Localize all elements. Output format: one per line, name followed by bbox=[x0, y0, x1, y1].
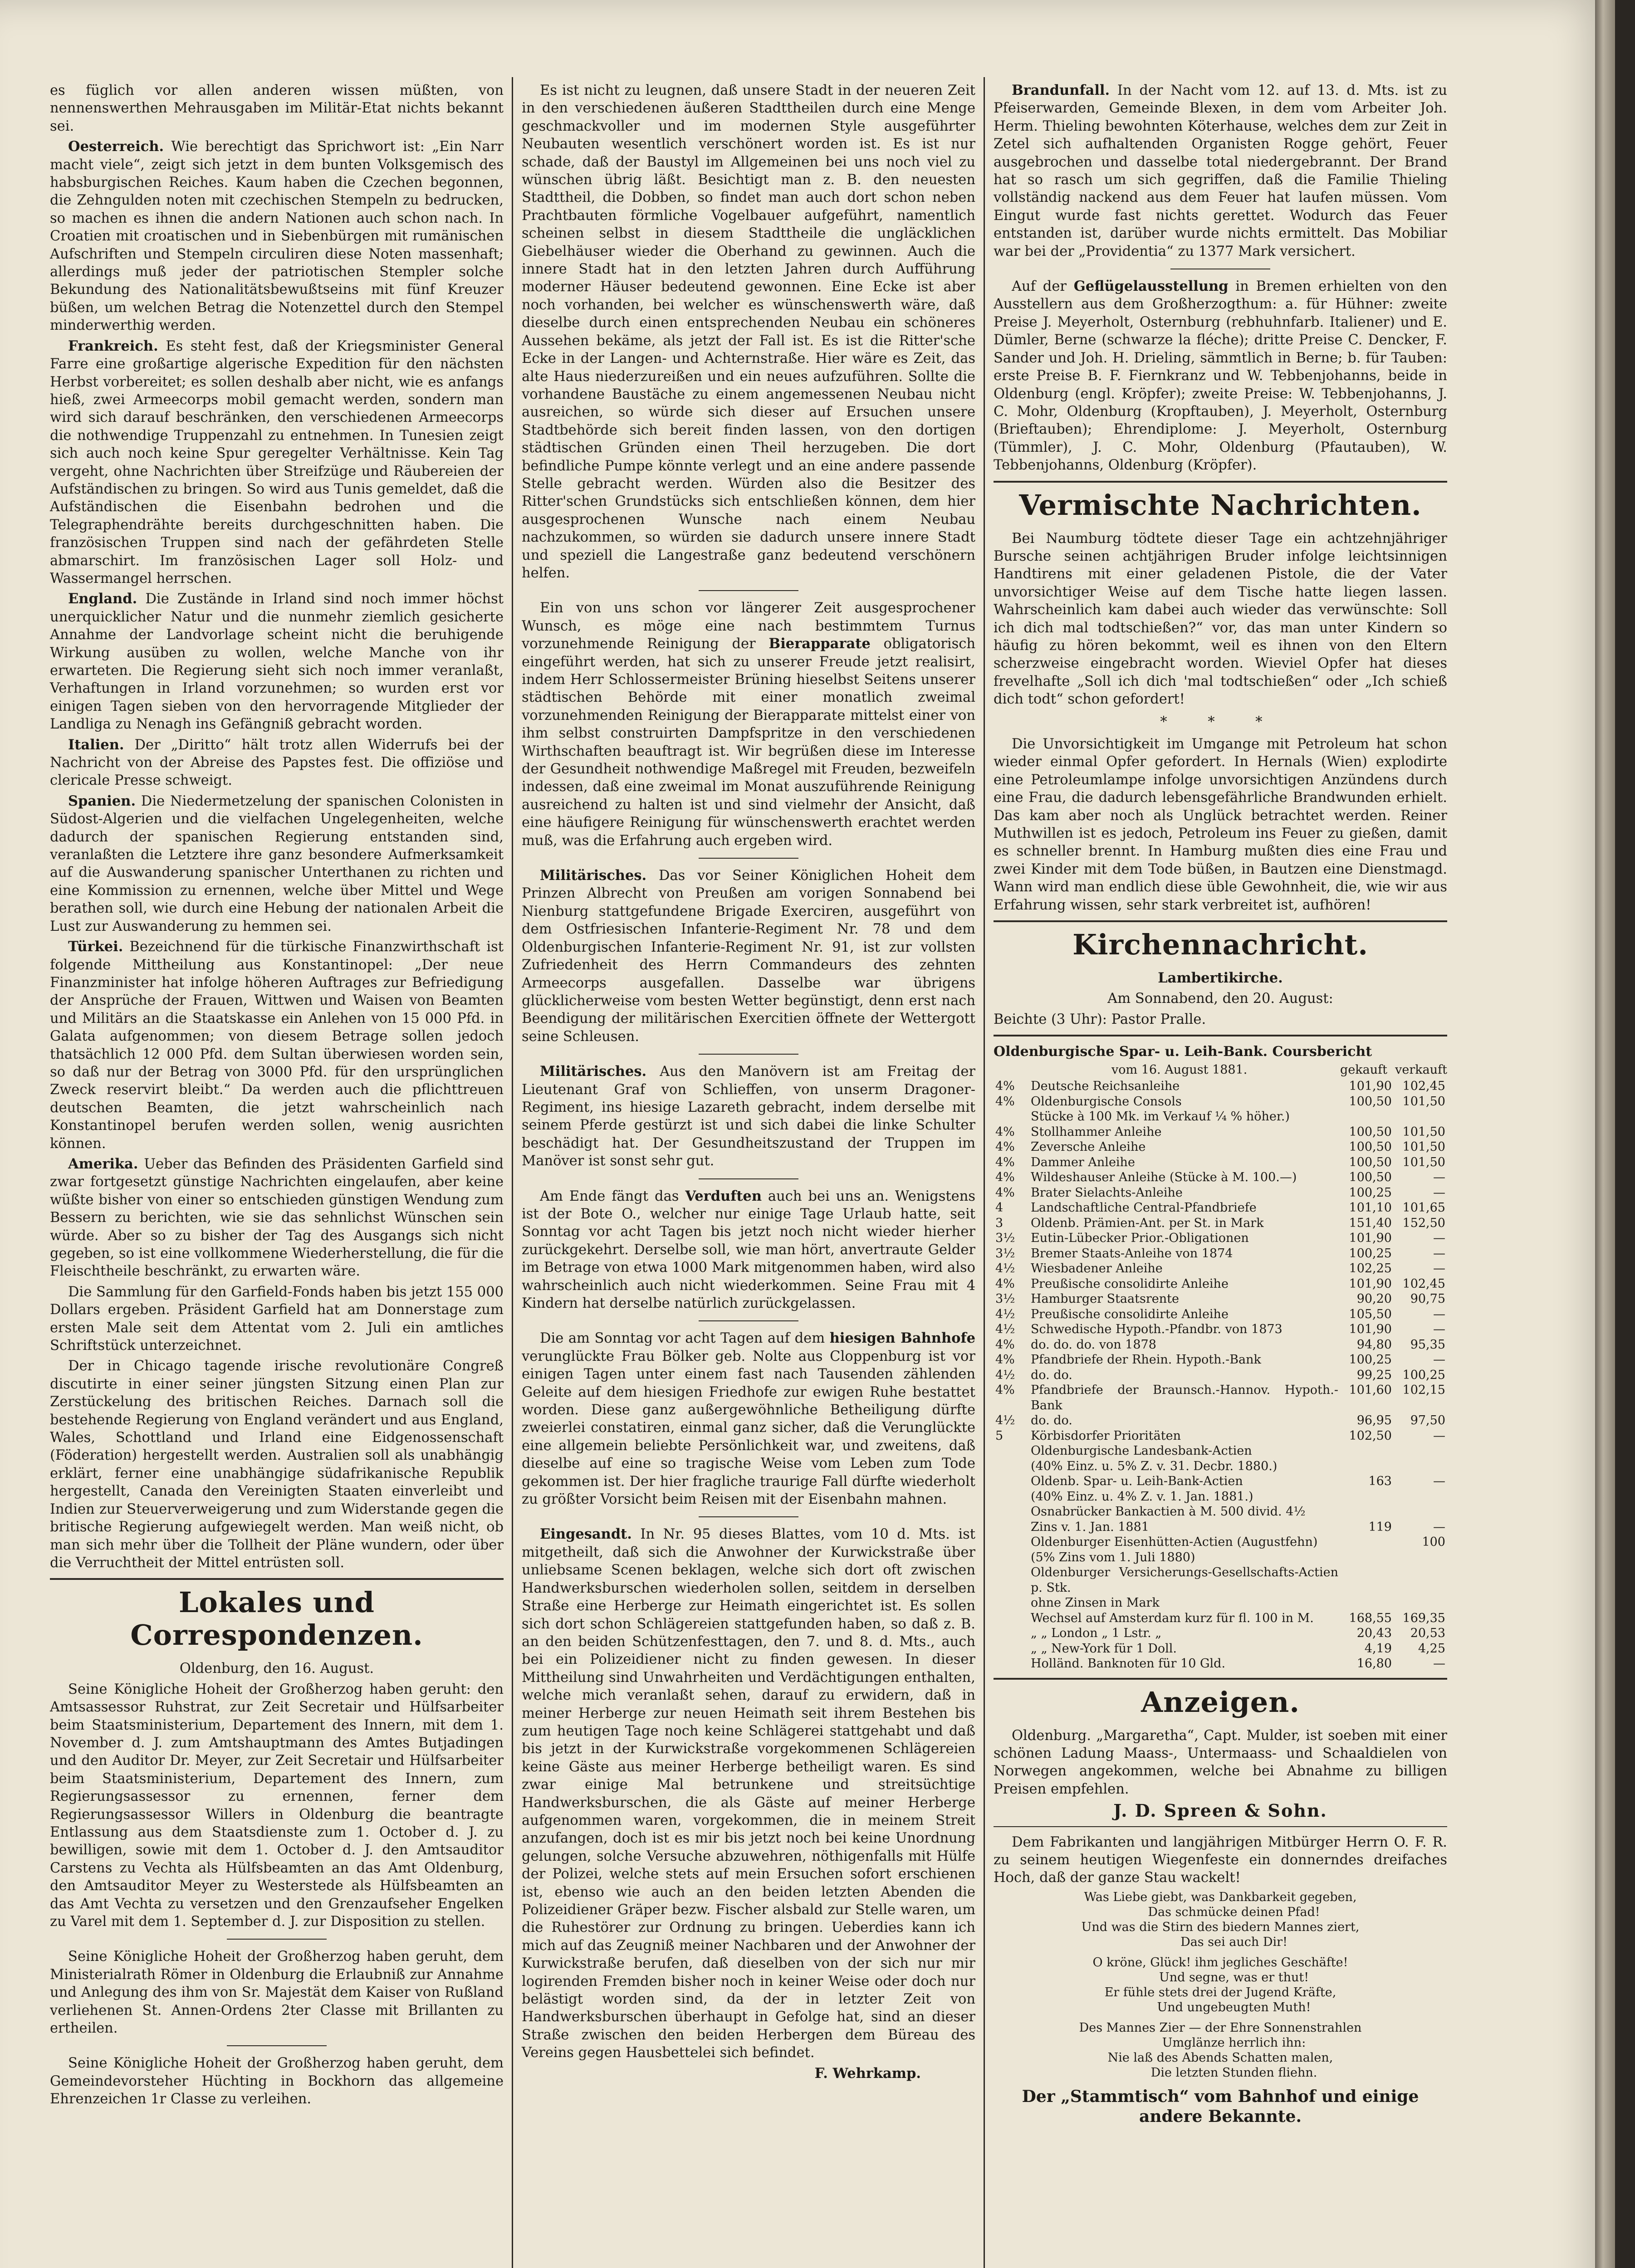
paragraph: Seine Königliche Hoheit der Großherzog haben geruht: den Amtsassessor Ruhstrat, zur Zeit Secretair und Hülfsarbeiter beim Staatsministerium, Departement des Innern, mit dem 1. November d. J. zum Amtshauptmann des Amtes Butjadingen und den Auditor Dr. Meyer, zur Zeit Secretair und Hülfsarbeiter beim Staatsministerium, Departement des Innern, zum Regierungsassessor zu ernennen, ferner dem Regierungsassessor Willers in Oldenburg die beantragte Entlassung aus dem Staatsdienste zum 1. October d. J. zu bewilligen, sowie mit dem 1. October d. J. den Amtsauditor Carstens zu Vechta als Hülfsbeamten an das Amt Oldenburg, den Amtsauditor Meyer zu Westerstede als Hülfsbeamten an das Amt Vechta zu versetzen und den Grenzaufseher Engelken zu Varel mit dem 1. September d. J. zur Disposition zu stellen. bbox=[50, 1681, 504, 1930]
table-row bbox=[994, 1200, 1447, 1216]
table-cell: Oldenb. Spar- u. Leih-Bank-Actien bbox=[1031, 1474, 1243, 1489]
table-cell: — bbox=[1433, 1353, 1445, 1367]
table-cell: Holländ. Banknoten für 10 Gld. bbox=[1031, 1657, 1226, 1671]
table-cell: 90,75 bbox=[1410, 1292, 1445, 1306]
table-cell: 152,50 bbox=[1402, 1216, 1445, 1230]
table-cell: 4 bbox=[995, 1201, 1004, 1215]
paragraph: Die Unvorsichtigkeit im Umgange mit Petroleum hat schon wieder einmal Opfer gefordert. In Hernals (Wien) explodirte eine Petroleumlampe infolge unvorsichtigen Anzündens durch eine Frau, die dadurch lebensgefährliche Brandwunden erhielt. Das kam aber noch als Unglück betrachtet werden. Reiner Muthwillen ist es jedoch, Petroleum ins Feuer zu gießen, damit es schneller brennt. In Hamburg mußten dies eine Frau und zwei Kinder mit dem Tode büßen, in Bautzen eine Dienstmagd. Wann wird man endlich diese üble Gewohnheit, die, wie wir aus Erfahrung wissen, sehr stark verbreitet ist, aufhören! bbox=[994, 736, 1447, 913]
table-cell: 3 bbox=[995, 1216, 1004, 1230]
table-row bbox=[994, 1276, 1447, 1292]
advertisement-timber: Oldenburg. „Margaretha“, Capt. Mulder, ist soeben mit einer schönen Ladung Maass-, Untermaass- und Schaaldielen von Norwegen angekommen, welche bei Abnahme zu billigen Preisen empfehlen. bbox=[994, 1727, 1447, 1797]
table-cell: 4½ bbox=[995, 1413, 1015, 1428]
table-row bbox=[994, 1626, 1447, 1641]
table-cell: — bbox=[1433, 1231, 1445, 1246]
table-cell: do. do. do. von 1878 bbox=[1031, 1337, 1156, 1352]
table-row bbox=[994, 1155, 1447, 1170]
exchange-report-subhead: vom 16. August 1881. gekauft verkauft bbox=[1111, 1062, 1447, 1077]
table-row bbox=[994, 1079, 1447, 1094]
table-cell: 101,65 bbox=[1402, 1201, 1445, 1215]
table-cell: — bbox=[1433, 1246, 1445, 1261]
table-cell: 100,25 bbox=[1349, 1185, 1392, 1200]
table-cell bbox=[994, 1550, 1029, 1565]
table-cell: do. do. bbox=[1031, 1368, 1072, 1382]
table-row bbox=[994, 1291, 1447, 1307]
table-cell: 4,19 bbox=[1364, 1641, 1392, 1656]
table-cell bbox=[994, 1641, 1029, 1657]
table-cell: Oldenburgische Consols bbox=[1031, 1094, 1182, 1109]
section-heading: Kirchennachricht. bbox=[1072, 928, 1368, 962]
table-cell: — bbox=[1433, 1185, 1445, 1200]
table-cell: Stücke à 100 Mk. im Verkauf ¼ % höher.) bbox=[1031, 1110, 1290, 1124]
table-cell: Pfandbriefe der Rhein. Hypoth.-Bank bbox=[1031, 1353, 1261, 1367]
table-cell: Landschaftliche Central-Pfandbriefe bbox=[1031, 1201, 1257, 1215]
table-row bbox=[994, 1459, 1447, 1474]
advertisement-sender: Der „Stammtisch“ vom Bahnhof und einige andere Bekannte. bbox=[1022, 2087, 1419, 2126]
paragraph: Bei Naumburg tödtete dieser Tage ein achtzehnjähriger Bursche seinen achtjährigen Bruder infolge leichtsinnigen Handtirens mit einer geladenen Pistole, die der Vater unvorsichtiger Weise auf dem Tische hatte liegen lassen. Wahrscheinlich kam dabei auch wieder das verwünschte: Soll ich dich mal todtschießen?“ vor, das man unter Kindern so häufig zu hören bekommt, weil es ihnen von den Eltern scherzweise eingebracht worden. Wieviel Opfer hat dieses frevelhafte „Soll ich dich 'mal todtschießen“ oder „Ich schieß dich todt“ schon gefordert! bbox=[994, 530, 1447, 708]
table-cell bbox=[994, 1443, 1029, 1459]
table-row bbox=[994, 1565, 1447, 1595]
divider bbox=[699, 590, 798, 591]
table-cell: 100,50 bbox=[1349, 1170, 1392, 1185]
table-row bbox=[994, 1139, 1447, 1155]
table-cell bbox=[1340, 1489, 1394, 1505]
poem-line: Das sei auch Dir! bbox=[1180, 1935, 1287, 1949]
table-row bbox=[994, 1246, 1447, 1261]
church-service: Beichte (3 Uhr): Pastor Pralle. bbox=[994, 1011, 1206, 1027]
table-cell: — bbox=[1433, 1170, 1445, 1185]
table-cell: 4% bbox=[995, 1353, 1015, 1367]
table-cell: 95,35 bbox=[1410, 1337, 1445, 1352]
church-date: Am Sonnabend, den 20. August: bbox=[1107, 991, 1333, 1007]
table-cell: Dammer Anleihe bbox=[1031, 1155, 1135, 1169]
table-cell: — bbox=[1433, 1307, 1445, 1321]
table-cell bbox=[1340, 1443, 1394, 1459]
table-cell: Oldenburger Eisenhütten-Actien (Augustfehn) bbox=[1031, 1535, 1318, 1549]
table-cell: 101,10 bbox=[1349, 1201, 1392, 1215]
news-military-1: Militärisches. Das vor Seiner Königlichen Hoheit dem Prinzen Albrecht von Preußen am vorigen Sonnabend bei Nienburg stattgefundene Brigade Exerciren, ausgeführt von dem Ostfriesischen Infanterie-Regiment Nr. 78 und dem Oldenburgischen Infanterie-Regiment Nr. 91, ist zur vollsten Zufriedenheit des Herrn Commandeurs des zehnten Armeecorps ausgefallen. Dasselbe war übrigens glücklicherweise vom besten Wetter begünstigt, denn erst nach Beendigung der militärischen Exercitien öffnete der Wettergott seine Schleusen. bbox=[522, 867, 976, 1045]
news-italy: Italien. Der „Diritto“ hält trotz allen Widerrufs bei der Nachricht von der Abreise des Papstes fest. Die offiziöse und clericale Presse schweigt. bbox=[50, 736, 504, 789]
table-cell: 4½ bbox=[995, 1322, 1015, 1337]
table-cell: Wechsel auf Amsterdam kurz für fl. 100 in M. bbox=[1031, 1611, 1314, 1625]
divider bbox=[994, 1826, 1447, 1827]
divider bbox=[227, 1939, 327, 1940]
table-row bbox=[994, 1641, 1447, 1657]
table-cell: 102,25 bbox=[1349, 1261, 1392, 1276]
table-cell: 3½ bbox=[995, 1231, 1015, 1246]
news-military-2: Militärisches. Aus den Manövern ist am Freitag der Lieutenant Graf von Schlieffen, von unserm Dragoner-Regiment, ins hiesige Lazareth gebracht, indem derselbe mit seinem Pferde gestürzt ist und sich dabei die linke Schulter beschädigt hat. Der Gesundheitszustand der Truppen im Manöver ist sonst sehr gut. bbox=[522, 1063, 975, 1169]
table-cell: 101,90 bbox=[1349, 1231, 1392, 1246]
table-row bbox=[994, 1535, 1447, 1550]
table-cell bbox=[994, 1520, 1029, 1535]
news-poultry-show: Auf der Geflügelausstellung in Bremen erhielten von den Ausstellern aus dem Großherzogthum: a. für Hühner: zweite Preise J. Meyerholt, Osternburg (rebhuhnfarb. Italiener) und E. Dümler, Berne (schwarze la fléche); dritte Preise C. Dencker, F. Sander und Joh. H. Drieling, sämmtlich in Berne; b. für Tauben: erste Preise B. F. Fiernkranz und W. Tebbenjohanns, beide in Oldenburg (engl. Kröpfer); zweite Preise: W. Tebbenjohanns, J. C. Mohr, Oldenburg (Kropftauben), J. Meyerholt, Osternburg (Brieftauben); Ehrendiplome: J. Meyerholt, Osternburg (Tümmler), J. C. Mohr, Oldenburg (Pfautauben), W. Tebbenjohanns, Oldenburg (Kröpfer). bbox=[994, 278, 1448, 474]
news-france: Frankreich. Es steht fest, daß der Kriegsminister General Farre eine großartige algerische Expedition für den nächsten Herbst vorbereitet; es sollen deshalb aber nicht, wie es anfangs hieß, zwei Armeecorps mobil gemacht werden, sondern man wird sich darauf beschränken, den verschiedenen Armeecorps die nothwendige Truppenzahl zu entnehmen. In Tunesien zeigt sich auch noch keine Spur geregelter Verhältnisse. Kein Tag vergeht, ohne Nachrichten über Streifzüge und Räubereien der Aufständischen zu bringen. So wird aus Tunis gemeldet, daß die Aufständischen die Eisenbahn bedrohen und die Telegraphendrähte bereits durchgeschnitten haben. Die französischen Truppen sind nach der gefährdeten Stelle abmarschirt. Im französischen Lager soll Holz- und Wassermangel herrschen. bbox=[50, 337, 504, 587]
table-cell: 97,50 bbox=[1410, 1413, 1445, 1428]
table-cell: 102,45 bbox=[1402, 1079, 1445, 1094]
table-row bbox=[994, 1656, 1447, 1672]
table-cell: 4% bbox=[995, 1276, 1015, 1291]
table-cell: 100,50 bbox=[1349, 1155, 1392, 1169]
table-cell bbox=[1340, 1504, 1394, 1520]
table-cell: 4,25 bbox=[1418, 1641, 1445, 1656]
table-cell bbox=[1394, 1504, 1447, 1520]
table-cell: — bbox=[1433, 1520, 1445, 1534]
poem-line: Er fühle stets drei der Jugend Kräfte, bbox=[1104, 1985, 1336, 1999]
table-cell: 102,45 bbox=[1402, 1276, 1445, 1291]
table-cell: 94,80 bbox=[1356, 1337, 1392, 1352]
table-row bbox=[994, 1124, 1447, 1140]
poem-line: Nie laß des Abends Schatten malen, bbox=[1107, 2050, 1333, 2065]
table-cell: — bbox=[1433, 1474, 1445, 1489]
advertiser-name: J. D. Spreen & Sohn. bbox=[1113, 1800, 1327, 1821]
table-cell: Zins v. 1. Jan. 1881 bbox=[1031, 1520, 1149, 1534]
table-cell bbox=[1340, 1109, 1394, 1124]
table-row bbox=[994, 1368, 1447, 1383]
asterism: * * * bbox=[1160, 714, 1281, 730]
table-cell bbox=[1394, 1565, 1447, 1595]
table-cell bbox=[1340, 1459, 1394, 1474]
table-cell: 4½ bbox=[995, 1307, 1015, 1321]
table-row bbox=[994, 1550, 1447, 1565]
table-cell bbox=[1340, 1550, 1394, 1565]
table-cell: 4% bbox=[995, 1383, 1015, 1398]
table-row bbox=[994, 1595, 1447, 1611]
table-cell: Wiesbadener Anleihe bbox=[1031, 1261, 1163, 1276]
table-cell: 101,50 bbox=[1402, 1140, 1445, 1154]
table-row bbox=[994, 1443, 1447, 1459]
letter-to-editor: Eingesandt. In Nr. 95 dieses Blattes, vom 10 d. Mts. ist mitgetheilt, daß sich die Anwohner der Kurwickstraße über unliebsame Scenen beklagen, welche sich dort oft zwischen Handwerksburschen wiederholen sollen, seitdem in derselben Straße eine Herberge zur Heimath eingerichtet ist. Es sollen sich dort schon Schlägereien stattgefunden haben, so daß z. B. an den beiden Schützenfesttagen, den 7. und 8. d. Mts., auch bei ein Polizeidiener nicht zu finden gewesen. In dieser Mittheilung sind Unwahrheiten und Verdächtigungen enthalten, welche mich veranlaßt sehen, darauf zu erwidern, daß in meiner Herberge zur neuen Heimath seit ihrem Bestehen bis zum heutigen Tage noch keine Schlägerei stattgehabt und daß bis jetzt in der Kurwickstraße vorgekommenen Schlägereien keine Gäste aus meiner Herberge betheiligt waren. Es sind zwar einige Mal betrunkene und streitsüchtige Handwerksburschen, die als Gäste auf meiner Herberge aufgenommen waren, vorgekommen, die in meinem Streit anzufangen, doch ist es mir bis jetzt noch bei keine Unordnung gelungen, solche Versuche abzuwehren, nöthigenfalls mit Hülfe der Polizei, welche stets auf mein Ersuchen sofort erschienen ist, ebenso wie auch an den beiden letzten Abenden die Polizeidiener Gräper bezw. Fischer alsbald zur Stelle waren, um die Ruhestörer zur Ordnung zu bringen. Ueberdies kann ich mich auf das Zeugniß meiner Nachbaren und der Anwohner der Kurwickstraße berufen, daß dieselben von der sich nur mir logirenden Fremden bisher noch in keiner Weise oder doch nur belästigt worden sind, da der in letzter Zeit von Handwerksburschen überhaupt in Gefolge hat, sind an dieser Straße zwischen den beiden Herbergen dem Büreau des Vereins gegen Hausbettelei sich befindet. bbox=[522, 1526, 975, 2061]
table-row bbox=[994, 1337, 1447, 1353]
divider bbox=[699, 858, 798, 859]
table-cell: Schwedische Hypoth.-Pfandbr. von 1873 bbox=[1031, 1322, 1283, 1337]
table-cell: Zeversche Anleihe bbox=[1031, 1140, 1146, 1154]
table-cell: 102,50 bbox=[1349, 1428, 1392, 1443]
column-rule bbox=[512, 77, 513, 2268]
news-fire: Brandunfall. In der Nacht vom 12. auf 13. d. Mts. ist zu Pfeiserwarden, Gemeinde Blexen, in dem vom Arbeiter Joh. Herm. Thieling bewohnten Köterhause, welches dem zur Zeit in Zetel sich aufhaltenden Organisten Rogge gehört, Feuer ausgebrochen und dasselbe total niedergebrannt. Der Brand hat so rasch um sich gegriffen, daß die Familie Thieling vollständig nackend aus dem Feuer hat laufen müssen. Vom Eingut wurde fast nichts gerettet. Wodurch das Feuer entstanden ist, darüber wurde nichts ermittelt. Das Mobiliar war bei der „Providentia“ zu 1377 Mark versichert. bbox=[994, 82, 1448, 259]
poem-line: Das schmücke deinen Pfad! bbox=[1148, 1905, 1320, 1919]
table-cell bbox=[1394, 1550, 1447, 1565]
table-cell bbox=[994, 1109, 1029, 1124]
column-2 bbox=[522, 82, 975, 2085]
table-cell: „ „ New-York für 1 Doll. bbox=[1031, 1641, 1177, 1656]
table-cell: 100 bbox=[1422, 1535, 1445, 1549]
divider bbox=[227, 2045, 327, 2046]
table-cell bbox=[1394, 1489, 1447, 1505]
table-cell bbox=[1394, 1109, 1447, 1124]
table-cell: Preußische consolidirte Anleihe bbox=[1031, 1307, 1229, 1321]
news-absconding: Am Ende fängt das Verduften auch bei uns an. Wenigstens ist der Bote O., welcher nur einige Tage Urlaub hatte, seit Sonntag vor acht Tagen bis jetzt noch nicht wieder hierher zurückgekehrt. Derselbe soll, wie man hört, anvertraute Gelder im Betrage von etwa 1000 Mark mitgenommen haben, wird also wahrscheinlich auch nicht wiederkommen. Seine Frau mit 4 Kindern hat derselbe natürlich zurückgelassen. bbox=[522, 1188, 975, 1311]
table-row bbox=[994, 1185, 1447, 1201]
table-cell: 4% bbox=[995, 1155, 1015, 1169]
section-heading: Lokales und Correspondenzen. bbox=[130, 1586, 423, 1652]
table-cell: 168,55 bbox=[1349, 1611, 1392, 1625]
column-rule bbox=[984, 77, 985, 2268]
poem-line: Des Mannes Zier — der Ehre Sonnenstrahlen bbox=[1079, 2020, 1362, 2035]
church-name: Lambertikirche. bbox=[1158, 970, 1283, 987]
divider bbox=[699, 1516, 798, 1517]
table-cell: — bbox=[1433, 1428, 1445, 1443]
table-cell: 99,25 bbox=[1356, 1368, 1392, 1382]
section-rule bbox=[50, 1578, 504, 1580]
paragraph: es füglich vor allen anderen wissen müßten, von nennenswerthen Mehrausgaben im Militär-Etat nichts bekannt sei. bbox=[50, 83, 504, 134]
table-cell: 20,53 bbox=[1410, 1626, 1445, 1641]
divider bbox=[699, 1320, 798, 1321]
table-row bbox=[994, 1216, 1447, 1231]
table-cell: Oldenburger Versicherungs-Gesellschafts-Actien p. Stk. bbox=[1031, 1565, 1338, 1595]
poem-line: O kröne, Glück! ihm jegliches Geschäfte! bbox=[1092, 1955, 1348, 1970]
dateline: Oldenburg, den 16. August. bbox=[179, 1661, 374, 1677]
news-austria: Oesterreich. Wie berechtigt das Sprichwort ist: „Ein Narr macht viele“, zeigt sich jetzt in dem bunten Volksgemisch des habsburgischen Reiches. Kaum haben die Czechen begonnen, die Zehngulden noten mit czechischen Stempeln zu bedrucken, so machen es ihnen die andern Nationen auch schon nach. In Croatien mit croatischen und in Siebenbürgen mit rumänischen Aufschriften und Stempeln circuliren diese Noten massenhaft; allerdings muß jeder der patriotischen Stempler solche Bekundung des Nationalitätsbewußtseins mit fünf Kreuzer büßen, um welchen Betrag die Notenzettel durch den Stempel minderwerthig werden. bbox=[50, 138, 504, 334]
table-cell: 4% bbox=[995, 1337, 1015, 1352]
table-row bbox=[994, 1170, 1447, 1185]
table-cell: 90,20 bbox=[1356, 1292, 1392, 1306]
table-cell: 101,60 bbox=[1349, 1383, 1392, 1398]
table-cell: 163 bbox=[1368, 1474, 1392, 1489]
table-cell bbox=[1340, 1595, 1394, 1611]
table-cell bbox=[1394, 1459, 1447, 1474]
table-cell: — bbox=[1433, 1657, 1445, 1671]
table-cell: 4% bbox=[995, 1079, 1015, 1094]
table-cell: ohne Zinsen in Mark bbox=[1031, 1596, 1160, 1610]
table-row bbox=[994, 1489, 1447, 1505]
table-row bbox=[994, 1474, 1447, 1489]
page-edge bbox=[1595, 0, 1615, 2268]
table-row bbox=[994, 1504, 1447, 1520]
table-cell: Brater Sielachts-Anleihe bbox=[1031, 1185, 1183, 1200]
table-cell: 100,25 bbox=[1349, 1246, 1392, 1261]
divider bbox=[699, 1178, 798, 1179]
table-cell: 4% bbox=[995, 1094, 1015, 1109]
table-row bbox=[994, 1307, 1447, 1322]
table-row bbox=[994, 1261, 1447, 1276]
table-cell: (40% Einz. u. 4% Z. v. 1. Jan. 1881.) bbox=[1031, 1489, 1253, 1504]
column-3 bbox=[994, 82, 1447, 2126]
section-rule bbox=[994, 920, 1447, 922]
table-cell: 5 bbox=[995, 1428, 1004, 1443]
paragraph: Die Sammlung für den Garfield-Fonds haben bis jetzt 155 000 Dollars ergeben. Präsident Garfield hat am Donnerstage zum ersten Male seit dem Attentat vom 2. Juli ein amtliches Schriftstück unterzeichnet. bbox=[50, 1284, 504, 1354]
news-turkey: Türkei. Bezeichnend für die türkische Finanzwirthschaft ist folgende Mittheilung aus Konstantinopel: „Der neue Finanzminister hat infolge höheren Auftrages zur Befriedigung der Ansprüche der Frauen, Wittwen und Waisen von Beamten und Militärs an die Staatskasse ein Anlehen von 15 000 Pfd. in Galata aufgenommen; von diesem Betrage sollen jedoch thatsächlich 12 000 Pfd. dem Sultan überwiesen worden sein, so daß nur der Betrag von 3000 Pfd. für den ursprünglichen Zweck reservirt bleibt.“ Da werden auch die pflichttreuen deutschen Beamten, die jetzt wahrscheinlich nach Konstantinopel berufen werden sollen, wenig ausrichten können. bbox=[50, 938, 504, 1152]
table-row bbox=[994, 1611, 1447, 1626]
table-cell: 3½ bbox=[995, 1246, 1015, 1261]
table-cell: 101,90 bbox=[1349, 1079, 1392, 1094]
table-cell: do. do. bbox=[1031, 1413, 1072, 1428]
table-cell bbox=[1340, 1535, 1394, 1550]
table-cell: Hamburger Staatsrente bbox=[1031, 1292, 1179, 1306]
table-cell: Oldenb. Prämien-Ant. per St. in Mark bbox=[1031, 1216, 1264, 1230]
table-cell: Eutin-Lübecker Prior.-Obligationen bbox=[1031, 1231, 1249, 1246]
table-cell bbox=[994, 1474, 1029, 1489]
poem-line: Und segne, was er thut! bbox=[1159, 1970, 1309, 1984]
table-cell: 16,80 bbox=[1356, 1657, 1392, 1671]
divider bbox=[699, 1054, 798, 1055]
table-row bbox=[994, 1352, 1447, 1368]
table-cell: 102,15 bbox=[1402, 1383, 1445, 1398]
table-cell: 4% bbox=[995, 1124, 1015, 1139]
table-cell: (5% Zins vom 1. Juli 1880) bbox=[1031, 1550, 1195, 1564]
table-cell: 105,50 bbox=[1349, 1307, 1392, 1321]
paragraph: Es ist nicht zu leugnen, daß unsere Stadt in der neueren Zeit in den verschiedenen äußeren Stadttheilen durch eine Menge geschmackvoller und im modernen Style ausgeführter Neubauten wesentlich verschönert worden ist. Es ist nur schade, daß der Baustyl im Allgemeinen bei uns noch viel zu wünschen übrig läßt. Besichtigt man z. B. den neuesten Stadttheil, die Dobben, so findet man auch dort schon neben Prachtbauten förmliche Vogelbauer aufgeführt, namentlich scheinen selbst in diesem Stadttheile die ungläcklichen Giebelhäuser wieder die Oberhand zu gewinnen. Auch die innere Stadt hat in den letzten Jahren durch Aufführung moderner Häuser bedeutend gewonnen. Eine Ecke ist aber noch vorhanden, bei welcher es wünschenswerth wäre, daß dieselbe durch einen entsprechenden Neubau ein schöneres Aussehen bekäme, als jetzt der Fall ist. Es ist die Ritter'sche Ecke in der Langen- und Achternstraße. Hier wäre es Zeit, das alte Haus niederzureißen und ein neues aufzuführen. Sollte die vorhandene Baustäche zu einem angemessenen Neubau nicht ausreichen, so würde sich dieser auf Ersuchen unsere Stadtbehörde sich bereit finden lassen, von den dortigen städtischen Gründen einen Theil herzugeben. Die dort befindliche Pumpe könnte verlegt und an eine andere passende Stelle gebracht werden. Würden also die Besitzer des Ritter'schen Grundstücks sich entschließen können, dem hier ausgesprochenen Wunsche nach einem Neubau nachzukommen, so würden sie dadurch unsere innere Stadt und speziell die Langestraße ganz bedeutend verschönern helfen. bbox=[522, 83, 975, 581]
table-cell: Oldenburgische Landesbank-Actien bbox=[1031, 1444, 1252, 1458]
table-cell bbox=[994, 1595, 1029, 1611]
table-cell: 100,50 bbox=[1349, 1124, 1392, 1139]
poem-line: Umglänze herrlich ihn: bbox=[1162, 2035, 1306, 2050]
section-rule bbox=[994, 1035, 1447, 1036]
paragraph: Der in Chicago tagende irische revolutionäre Congreß discutirte in einer seiner jüngsten Sitzung einen Plan zur Zerstückelung des britischen Reiches. Darnach soll die bestehende Regierung von England verändert und aus England, Wales, Schottland und Irland eine Eidgenossenschaft (Föderation) hergestellt werden. Australien soll als unabhängig erklärt, ferner eine unabhängige südafrikanische Republik hergestellt, Canada den Vereinigten Staaten einverleibt und Indien zur Steuerverweigerung und zum Widerstande gegen die britische Regierung aufgewiegelt werden. Man weiß nicht, ob man sich mehr über die Tollheit der Pläne wundern, oder über die Verruchtheit der Mittel entrüsten soll. bbox=[50, 1358, 504, 1571]
paragraph: Seine Königliche Hoheit der Großherzog haben geruht, dem Gemeindevorsteher Hüchting in Bockhorn das allgemeine Ehrenzeichen 1r Classe zu verleihen. bbox=[50, 2055, 504, 2107]
poem-line: Und ungebeugten Muth! bbox=[1157, 2000, 1311, 2014]
poem-line: Die letzten Stunden fliehn. bbox=[1150, 2065, 1317, 2080]
birthday-poem bbox=[994, 1890, 1447, 2080]
news-spain: Spanien. Die Niedermetzelung der spanischen Colonisten in Südost-Algerien und die vielfachen Ungelegenheiten, welche dadurch der spanischen Regierung entstanden sind, veranlaßten die Letztere ihre ganz besondere Aufmerksamkeit auf die Auswanderung spanischer Unterthanen zu richten und eine Kommission zu ernennen, welche über Mittel und Wege berathen soll, wie durch eine Hebung der nationalen Arbeit die Lust zur Auswanderung zu hemmen sei. bbox=[50, 792, 504, 934]
table-cell bbox=[994, 1535, 1029, 1550]
table-row bbox=[994, 1322, 1447, 1337]
table-cell: (40% Einz. u. 5% Z. v. 31. Decbr. 1880.) bbox=[1031, 1459, 1278, 1473]
news-america: Amerika. Ueber das Befinden des Präsidenten Garfield sind zwar fortgesetzt günstige Nachrichten eingelaufen, aber keine wüßte bisher von einer so entschieden günstigen Wendung zum Bessern zu berichten, wie sie das sehnlichst Wünschen sein würde. Aber so zu bisher der Tag des Ausgangs sich nicht gegeben, so ist eine vollkommene Wiederherstellung, die für die Fleischtheile beschränkt, zu erwarten wäre. bbox=[50, 1155, 504, 1280]
table-cell: 4% bbox=[995, 1140, 1015, 1154]
table-cell bbox=[994, 1626, 1029, 1641]
table-cell: 169,35 bbox=[1402, 1611, 1445, 1625]
poem-line: Und was die Stirn des biedern Mannes ziert, bbox=[1081, 1920, 1360, 1934]
table-row bbox=[994, 1413, 1447, 1428]
table-row bbox=[994, 1109, 1447, 1124]
advertisement-birthday: Dem Fabrikanten und langjährigen Mitbürger Herrn O. F. R. zu seinem heutigen Wiegenfeste ein donnerndes dreifaches Hoch, daß der ganze Stau wackelt! bbox=[994, 1834, 1447, 1886]
table-cell: 101,90 bbox=[1349, 1322, 1392, 1337]
table-cell: Wildeshauser Anleihe (Stücke à M. 100.—) bbox=[1031, 1170, 1297, 1185]
table-cell: Bremer Staats-Anleihe von 1874 bbox=[1031, 1246, 1233, 1261]
table-cell: Stollhammer Anleihe bbox=[1031, 1124, 1162, 1139]
table-cell: 100,25 bbox=[1402, 1368, 1445, 1382]
table-cell: Preußische consolidirte Anleihe bbox=[1031, 1276, 1229, 1291]
table-cell: 3½ bbox=[995, 1292, 1015, 1306]
table-cell: 151,40 bbox=[1349, 1216, 1392, 1230]
table-row bbox=[994, 1231, 1447, 1246]
table-cell bbox=[994, 1656, 1029, 1672]
table-cell bbox=[994, 1611, 1029, 1626]
table-cell: 101,50 bbox=[1402, 1124, 1445, 1139]
section-rule bbox=[994, 481, 1447, 483]
news-railway-accident: Die am Sonntag vor acht Tagen auf dem hiesigen Bahnhofe verunglückte Frau Bölker geb. Nolte aus Cloppenburg ist vor einigen Tagen unter einem fast nach Tausenden zählenden Geleite auf dem hiesigen Friedhofe zur ewigen Ruhe bestattet worden. Diese ganz außergewöhnliche Betheiligung dürfte zweierlei constatiren, einmal ganz sicher, daß die Verunglückte eine allgemein beliebte Persönlichkeit war, und zweitens, daß dieselbe auf eine so tragische Weise vom Leben zum Tode gekommen ist. Der hier fragliche traurige Fall dürfte wiederholt zu größter Vorsicht beim Reisen mit der Eisenbahn mahnen. bbox=[522, 1330, 975, 1508]
table-row bbox=[994, 1094, 1447, 1110]
table-cell bbox=[1394, 1443, 1447, 1459]
table-cell: „ „ London „ 1 Lstr. „ bbox=[1031, 1626, 1162, 1641]
table-cell: 4½ bbox=[995, 1368, 1015, 1382]
table-cell: 100,50 bbox=[1349, 1140, 1392, 1154]
news-beer-apparatus: Ein von uns schon vor längerer Zeit ausgesprochener Wunsch, es möge eine nach bestimmtem Turnus vorzunehmende Reinigung der Bierapparate obligatorisch eingeführt werden, hat sich zu unserer Freude jetzt realisirt, indem Herr Schlossermeister Brüning hieselbst Seitens unserer städtischen Behörde mit einer monatlich zweimal vorzunehmenden Reinigung der Bierapparate mittelst einer von ihm selbst construirten Dampfspritze in den verschiedenen Wirthschaften beauftragt ist. Wir begrüßen diese im Interesse der Gesundheit nothwendige Maßregel mit Freuden, bezweifeln indessen, daß eine zweimal im Monat auszuführende Reinigung ausreichend zu halten ist und sind vielmehr der Ansicht, daß eine häufigere Reinigung für wünschenswerth erachtet werden muß, was die Erfahrung auch ergeben wird. bbox=[522, 600, 975, 849]
table-cell bbox=[1394, 1595, 1447, 1611]
signature: F. Wehrkamp. bbox=[814, 2065, 921, 2082]
table-cell bbox=[994, 1489, 1029, 1505]
column-1 bbox=[50, 82, 504, 2111]
table-cell: Körbisdorfer Prioritäten bbox=[1031, 1428, 1181, 1443]
table-cell bbox=[994, 1565, 1029, 1595]
exchange-rate-table bbox=[994, 1079, 1447, 1672]
section-heading: Anzeigen. bbox=[1141, 1685, 1300, 1719]
table-cell: 101,50 bbox=[1402, 1094, 1445, 1109]
table-cell: — bbox=[1433, 1261, 1445, 1276]
table-cell: 101,50 bbox=[1402, 1155, 1445, 1169]
table-cell: 119 bbox=[1368, 1520, 1392, 1534]
table-cell: 96,95 bbox=[1356, 1413, 1392, 1428]
section-rule bbox=[994, 1678, 1447, 1680]
table-cell: Deutsche Reichsanleihe bbox=[1031, 1079, 1180, 1094]
table-cell: 100,25 bbox=[1349, 1353, 1392, 1367]
table-cell: 4½ bbox=[995, 1261, 1015, 1276]
table-cell bbox=[994, 1459, 1029, 1474]
table-cell bbox=[994, 1504, 1029, 1520]
section-heading: Vermischte Nachrichten. bbox=[1019, 488, 1422, 522]
exchange-report-title: Oldenburgische Spar- u. Leih-Bank. Coursbericht bbox=[994, 1044, 1372, 1060]
table-row bbox=[994, 1428, 1447, 1444]
table-row bbox=[994, 1520, 1447, 1535]
table-cell: 101,90 bbox=[1349, 1276, 1392, 1291]
table-cell: 100,50 bbox=[1349, 1094, 1392, 1109]
table-cell: Pfandbriefe der Braunsch.-Hannov. Hypoth.-Bank bbox=[1031, 1383, 1338, 1413]
table-cell bbox=[1340, 1565, 1394, 1595]
table-cell: 4% bbox=[995, 1170, 1015, 1185]
paragraph: Seine Königliche Hoheit der Großherzog haben geruht, dem Ministerialrath Römer in Oldenburg die Erlaubniß zur Annahme und Anlegung des ihm von Sr. Majestät dem Kaiser von Rußland verliehenen St. Annen-Ordens 2ter Classe mit Brillanten zu ertheilen. bbox=[50, 1949, 504, 2037]
table-cell: 20,43 bbox=[1356, 1626, 1392, 1641]
news-england: England. Die Zustände in Irland sind noch immer höchst unerquicklicher Natur und die nunmehr ziemlich gesicherte Annahme der Landvorlage scheint nicht die beruhigende Wirkung ausüben zu wollen, welche Manche von ihr erwarteten. Die Regierung sieht sich noch immer veranlaßt, Verhaftungen in Irland vorzunehmen; so wurden erst vor einigen Tagen sieben von den hervorragende Mitglieder der Landliga zu Nenagh ins Gefängniß gebracht worden. bbox=[50, 591, 504, 733]
table-row bbox=[994, 1383, 1447, 1413]
table-cell: — bbox=[1433, 1322, 1445, 1337]
table-cell: Osnabrücker Bankactien à M. 500 divid. 4½ bbox=[1031, 1505, 1306, 1519]
poem-line: Was Liebe giebt, was Dankbarkeit gegeben, bbox=[1084, 1890, 1357, 1904]
table-cell: 4% bbox=[995, 1185, 1015, 1200]
